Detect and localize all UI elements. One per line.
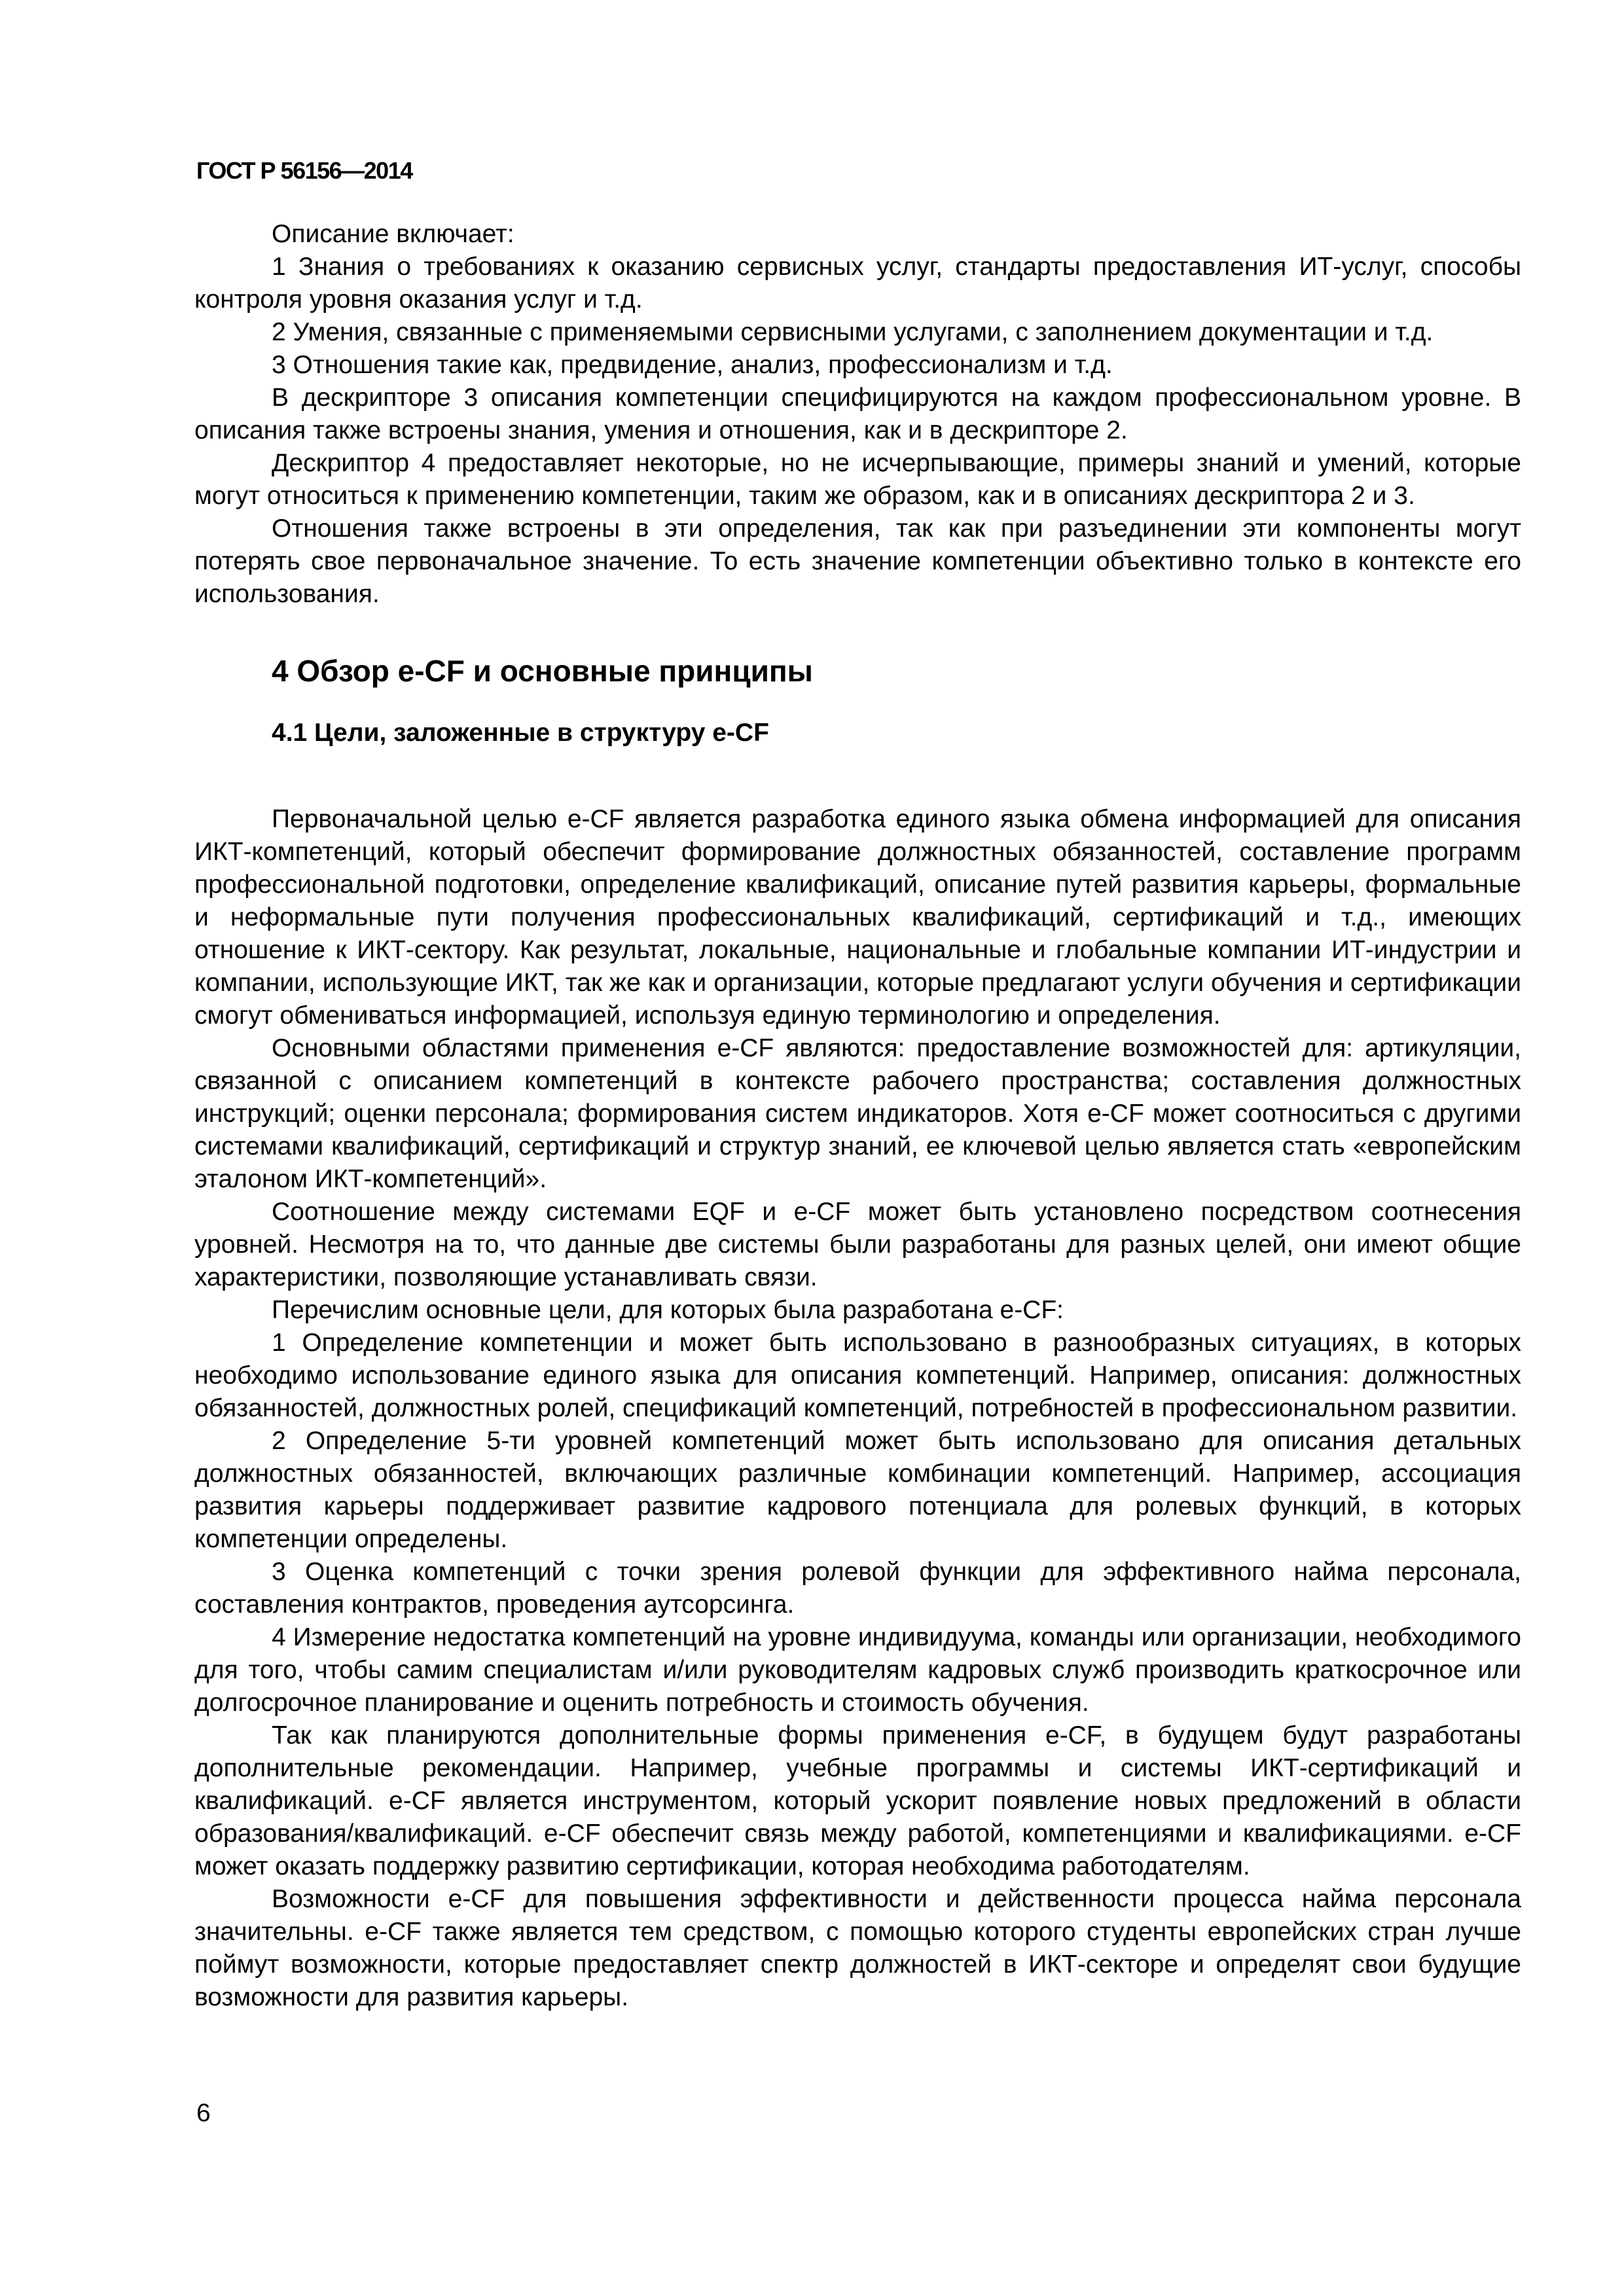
paragraph-eqf-relation: Соотношение между системами EQF и e-CF может быть установлено посредством соотнесения уровней. Несмотря на то, что данные две системы были разработаны для разных целей, они имеют общие характеристики, позволяющие устанавливать связи. [194, 1198, 1521, 1291]
paragraph-description-intro: Описание включает: [272, 220, 514, 248]
paragraph-goal-2: 2 Определение 5-ти уровней компетенций может быть использовано для описания детальных должностных обязанностей, включающих различные комбинации компетенций. Например, ассоциация развития карьеры поддерживает развитие кадрового потенциала для ролевых функций, в которых компетенции определены. [194, 1427, 1521, 1553]
page-body [194, 218, 1521, 2014]
paragraph-goal-4: 4 Измерение недостатка компетенций на уровне индивидуума, команды или организации, необходимого для того, чтобы самим специалистам и/или руководителям кадровых служб производить краткосрочное или долгосрочное планирование и оценить потребность и стоимость обучения. [194, 1623, 1521, 1717]
paragraph-list-item-1: 1 Знания о требованиях к оказанию сервисных услуг, стандарты предоставления ИТ-услуг, способы контроля уровня оказания услуг и т.д. [194, 253, 1521, 314]
paragraph-future-recommendations: Так как планируются дополнительные формы применения e-CF, в будущем будут разработаны дополнительные рекомендации. Например, учебные программы и системы ИКТ-сертификаций и квалификаций. e-CF является инструментом, который ускорит появление новых предложений в области образования/квалификаций. e-CF обеспечит связь между работой, компетенциями и квалификациями. e-CF может оказать поддержку развитию сертификации, которая необходима работодателям. [194, 1721, 1521, 1880]
section-heading: 4 Обзор e-CF и основные принципы [272, 654, 813, 688]
paragraph-list-item-2: 2 Умения, связанные с применяемыми сервисными услугами, с заполнением документации и т.д. [272, 318, 1434, 346]
document-code-header: ГОСТ Р 56156—2014 [196, 157, 412, 184]
paragraph-goal-3: 3 Оценка компетенций с точки зрения ролевой функции для эффективного найма персонала, составления контрактов, проведения аутсорсинга. [194, 1558, 1521, 1619]
paragraph-hiring-possibilities: Возможности e-CF для повышения эффективности и действенности процесса найма персонала значительны. e-CF также является тем средством, с помощью которого студенты европейских стран лучше поймут возможности, которые предоставляет спектр должностей в ИКТ-секторе и определят свои будущие возможности для развития карьеры. [194, 1885, 1521, 2011]
paragraph-list-item-3: 3 Отношения такие как, предвидение, анализ, профессионализм и т.д. [272, 351, 1113, 379]
page-number: 6 [196, 2099, 211, 2127]
subsection-heading: 4.1 Цели, заложенные в структуру e-CF [272, 719, 769, 747]
paragraph-goal-1: 1 Определение компетенции и может быть использовано в разнообразных ситуациях, в которых необходимо использование единого языка для описания компетенций. Например, описания: должностных обязанностей, должностных ролей, спецификаций компетенций, потребностей в профессиональном развитии. [194, 1329, 1521, 1422]
paragraph-application-areas: Основными областями применения e-CF являются: предоставление возможностей для: артикуляции, связанной с описанием компетенций в контексте рабочего пространства; составления должностных инструкций; оценки персонала; формирования систем индикаторов. Хотя e-CF может соотноситься с другими системами квалификаций, сертификаций и структур знаний, ее ключевой целью является стать «европейским эталоном ИКТ-компетенций». [194, 1034, 1521, 1193]
paragraph-primary-goal: Первоначальной целью e-CF является разработка единого языка обмена информацией для описания ИКТ-компетенций, который обеспечит формирование должностных обязанностей, составление программ профессиональной подготовки, определение квалификаций, описание путей развития карьеры, формальные и неформальные пути получения профессиональных квалификаций, сертификаций и т.д., имеющих отношение к ИКТ-сектору. Как результат, локальные, национальные и глобальные компании ИТ-индустрии и компании, использующие ИКТ, так же как и организации, которые предлагают услуги обучения и сертификации смогут обмениваться информацией, используя единую терминологию и определения. [194, 805, 1521, 1030]
paragraph-goals-intro: Перечислим основные цели, для которых была разработана e-CF: [272, 1296, 1064, 1324]
paragraph-descriptor-4: Дескриптор 4 предоставляет некоторые, но не исчерпывающие, примеры знаний и умений, которые могут относиться к применению компетенции, таким же образом, как и в описаниях дескриптора 2 и 3. [194, 449, 1521, 510]
paragraph-descriptor-3: В дескрипторе 3 описания компетенции специфицируются на каждом профессиональном уровне. В описания также встроены знания, умения и отношения, как и в дескрипторе 2. [194, 384, 1521, 444]
paragraph-attitudes: Отношения также встроены в эти определения, так как при разъединении эти компоненты могут потерять свое первоначальное значение. То есть значение компетенции объективно только в контексте его использования. [194, 514, 1521, 608]
